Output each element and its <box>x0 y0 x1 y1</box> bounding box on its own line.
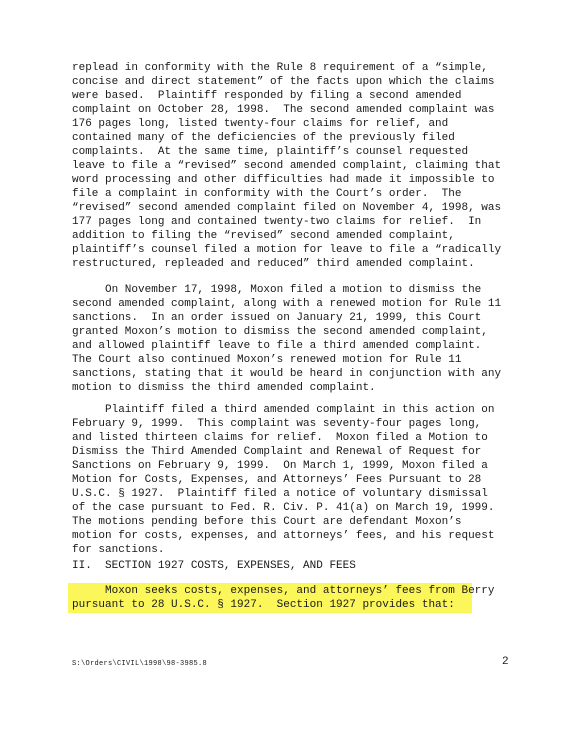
text-line: The motions pending before this Court are defendant Moxon’s <box>72 516 462 528</box>
text-line: were based. Plaintiff responded by filing a second amended <box>72 90 462 102</box>
file-path-footer: S:\Orders\CIVIL\1998\98-3985.8 <box>72 660 208 668</box>
text-line: concise and direct statement” of the facts upon which the claims <box>72 76 495 88</box>
text-line: for sanctions. <box>72 544 165 556</box>
text-line: U.S.C. § 1927. Plaintiff filed a notice of voluntary dismissal <box>72 488 488 500</box>
text-line: addition to filing the “revised” second amended complaint, <box>72 230 455 242</box>
text-line: motion to dismiss the third amended complaint. <box>72 382 376 394</box>
text-line: granted Moxon’s motion to dismiss the second amended complaint, <box>72 326 488 338</box>
text-line: second amended complaint, along with a renewed motion for Rule 11 <box>72 298 502 310</box>
text-line: of the case pursuant to Fed. R. Civ. P. 41(a) on March 19, 1999. <box>72 502 495 514</box>
text-line: Motion for Costs, Expenses, and Attorneys’ Fees Pursuant to 28 <box>72 474 482 486</box>
text-line: replead in conformity with the Rule 8 requirement of a “simple, <box>72 62 488 74</box>
text-line: complaint on October 28, 1998. The second amended complaint was <box>72 104 495 116</box>
text-line: file a complaint in conformity with the Court’s order. The <box>72 188 462 200</box>
text-line: restructured, repleaded and reduced” third amended complaint. <box>72 258 475 270</box>
text-line: Dismiss the Third Amended Complaint and Renewal of Request for <box>72 446 482 458</box>
text-line: 176 pages long, listed twenty-four claims for relief, and <box>72 118 449 130</box>
text-line: February 9, 1999. This complaint was seventy-four pages long, <box>72 418 482 430</box>
text-line: plaintiff’s counsel filed a motion for leave to file a “radically <box>72 244 502 256</box>
text-line: 177 pages long and contained twenty-two claims for relief. In <box>72 216 482 228</box>
text-line: Plaintiff filed a third amended complaint in this action on <box>72 404 495 416</box>
text-line: leave to file a “revised” second amended complaint, claiming that <box>72 160 502 172</box>
text-line: sanctions. In an order issued on January 21, 1999, this Court <box>72 312 482 324</box>
text-line: and allowed plaintiff leave to file a third amended complaint. <box>72 340 482 352</box>
section-heading: II. SECTION 1927 COSTS, EXPENSES, AND FEES <box>72 560 356 572</box>
highlighted-text-line: Moxon seeks costs, expenses, and attorneys’ fees from Berry <box>72 585 495 597</box>
text-line: The Court also continued Moxon’s renewed motion for Rule 11 <box>72 354 462 366</box>
text-line: complaints. At the same time, plaintiff’s counsel requested <box>72 146 469 158</box>
text-line: sanctions, stating that it would be heard in conjunction with any <box>72 368 502 380</box>
text-line: “revised” second amended complaint filed on November 4, 1998, was <box>72 202 502 214</box>
text-line: contained many of the deficiencies of the previously filed <box>72 132 455 144</box>
text-line: On November 17, 1998, Moxon filed a motion to dismiss the <box>72 284 482 296</box>
text-line: word processing and other difficulties had made it impossible to <box>72 174 495 186</box>
text-line: Sanctions on February 9, 1999. On March 1, 1999, Moxon filed a <box>72 460 488 472</box>
highlighted-text-line: pursuant to 28 U.S.C. § 1927. Section 1927 provides that: <box>72 599 455 611</box>
text-line: motion for costs, expenses, and attorneys’ fees, and his request <box>72 530 495 542</box>
text-line: and listed thirteen claims for relief. Moxon filed a Motion to <box>72 432 488 444</box>
page-number: 2 <box>502 656 509 668</box>
